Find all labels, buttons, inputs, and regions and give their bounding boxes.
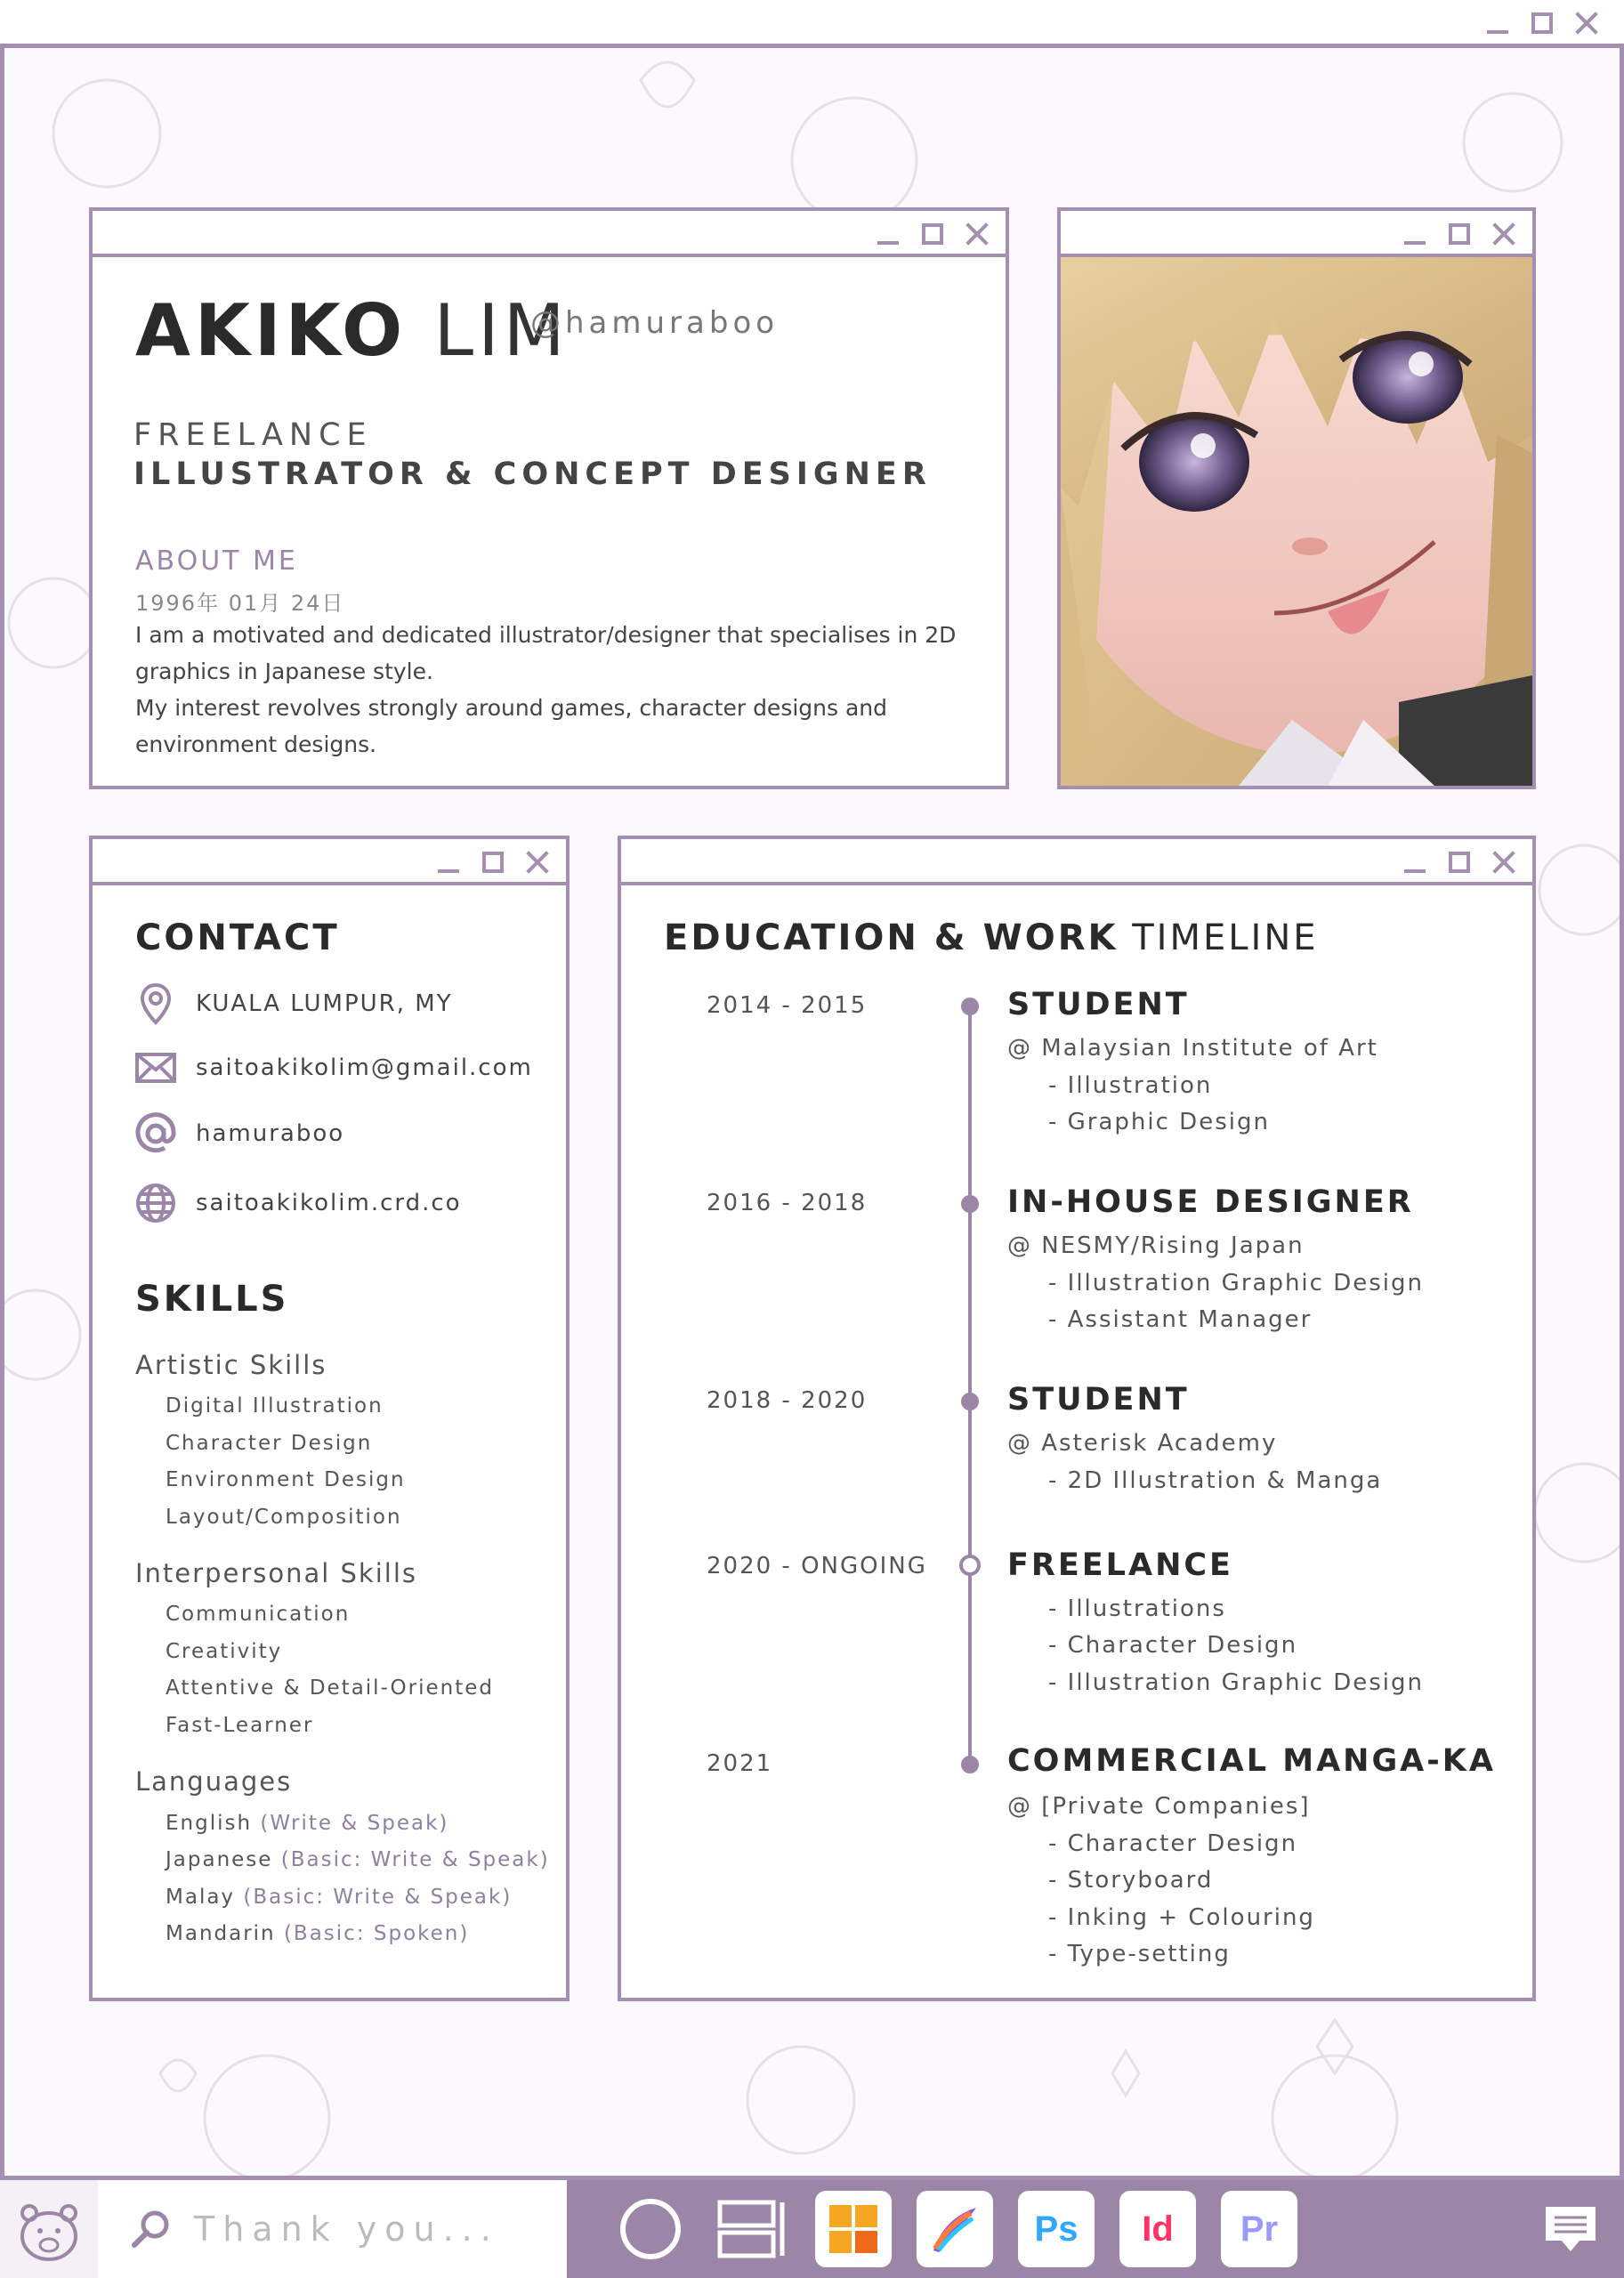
timeline-date: 2016 - 2018 bbox=[707, 1190, 868, 1216]
timeline-date: 2020 - ONGOING bbox=[707, 1553, 927, 1579]
date-of-birth: 1996年 01月 24日 bbox=[135, 591, 345, 616]
photoshop-label: Ps bbox=[1034, 2209, 1079, 2249]
timeline-item: - Assistant Manager bbox=[1048, 1306, 1313, 1333]
about-text bbox=[135, 617, 963, 763]
hamster-logo-icon bbox=[13, 2193, 85, 2265]
timeline-item: - Inking + Colouring bbox=[1048, 1904, 1315, 1931]
premiere-icon[interactable] bbox=[1221, 2191, 1297, 2267]
skill-item: Environment Design bbox=[166, 1468, 406, 1491]
timeline-item: - Character Design bbox=[1048, 1632, 1298, 1659]
taskbar-apps bbox=[612, 2190, 1297, 2268]
language-item bbox=[166, 1886, 512, 1909]
close-icon[interactable] bbox=[1491, 222, 1516, 246]
timeline-role: IN-HOUSE DESIGNER bbox=[1007, 1184, 1414, 1220]
contact-website-value[interactable]: saitoakikolim.crd.co bbox=[196, 1190, 462, 1216]
skills-heading: SKILLS bbox=[135, 1279, 289, 1320]
last-name: LIM bbox=[433, 289, 570, 372]
portrait-window-titlebar bbox=[1061, 211, 1532, 257]
timeline-title-light: TIMELINE bbox=[1132, 917, 1319, 958]
contact-website[interactable] bbox=[133, 1181, 462, 1225]
location-pin-icon bbox=[133, 981, 178, 1026]
contact-handle[interactable] bbox=[133, 1111, 344, 1156]
timeline-item: - Illustrations bbox=[1048, 1595, 1226, 1622]
timeline-role: STUDENT bbox=[1007, 1382, 1190, 1418]
timeline-date: 2014 - 2015 bbox=[707, 992, 868, 1019]
timeline-dot-current bbox=[959, 1555, 981, 1576]
about-heading: ABOUT ME bbox=[135, 545, 298, 577]
skill-item: Attentive & Detail-Oriented bbox=[166, 1676, 494, 1700]
timeline-item: - Illustration Graphic Design bbox=[1048, 1270, 1424, 1297]
minimize-icon[interactable] bbox=[1402, 222, 1427, 246]
role-freelance: FREELANCE bbox=[133, 417, 373, 453]
indesign-icon[interactable] bbox=[1119, 2191, 1196, 2267]
maximize-icon[interactable] bbox=[481, 850, 505, 875]
close-icon[interactable] bbox=[965, 222, 990, 246]
timeline-date: 2018 - 2020 bbox=[707, 1387, 868, 1414]
language-level: (Basic: Write & Speak) bbox=[280, 1848, 550, 1871]
language-level: (Basic: Write & Speak) bbox=[243, 1886, 513, 1909]
profile-window-titlebar bbox=[93, 211, 1006, 257]
maximize-icon[interactable] bbox=[1530, 11, 1555, 36]
language-name: Mandarin bbox=[166, 1922, 276, 1945]
language-item bbox=[166, 1812, 448, 1835]
contact-heading: CONTACT bbox=[135, 917, 340, 958]
interpersonal-skills-heading: Interpersonal Skills bbox=[135, 1558, 418, 1588]
main-window-titlebar bbox=[0, 0, 1624, 48]
about-paragraph-2: My interest revolves strongly around games, character designs and environment designs. bbox=[135, 695, 888, 757]
timeline-title bbox=[664, 917, 1319, 958]
mail-icon bbox=[133, 1046, 178, 1090]
full-name bbox=[135, 289, 570, 372]
timeline-org: @ [Private Companies] bbox=[1007, 1793, 1311, 1820]
search-placeholder: Thank you... bbox=[194, 2209, 499, 2249]
timeline-dot bbox=[961, 1756, 979, 1773]
taskbar bbox=[0, 2180, 1624, 2278]
globe-icon bbox=[133, 1181, 178, 1225]
task-view-icon[interactable] bbox=[714, 2191, 790, 2267]
timeline-dot bbox=[961, 998, 979, 1015]
portrait-illustration bbox=[1061, 257, 1532, 786]
timeline-item: - Storyboard bbox=[1048, 1867, 1214, 1894]
timeline-item: - Illustration Graphic Design bbox=[1048, 1669, 1424, 1696]
skill-item: Fast-Learner bbox=[166, 1714, 314, 1737]
office-icon[interactable] bbox=[815, 2191, 892, 2267]
timeline-window-titlebar bbox=[621, 839, 1532, 885]
timeline-item: - Graphic Design bbox=[1048, 1109, 1270, 1135]
portrait-window bbox=[1057, 207, 1536, 789]
language-name: Malay bbox=[166, 1886, 236, 1909]
language-level: (Basic: Spoken) bbox=[283, 1922, 470, 1945]
maximize-icon[interactable] bbox=[1447, 222, 1472, 246]
minimize-icon[interactable] bbox=[436, 850, 461, 875]
close-icon[interactable] bbox=[525, 850, 550, 875]
timeline-item: - Type-setting bbox=[1048, 1941, 1231, 1967]
profile-window bbox=[89, 207, 1009, 789]
taskbar-search[interactable] bbox=[98, 2180, 567, 2278]
timeline-window bbox=[618, 836, 1536, 2001]
timeline-dot bbox=[961, 1393, 979, 1410]
skill-item: Character Design bbox=[166, 1432, 373, 1455]
minimize-icon[interactable] bbox=[876, 222, 901, 246]
close-icon[interactable] bbox=[1574, 11, 1599, 36]
role-title: ILLUSTRATOR & CONCEPT DESIGNER bbox=[133, 456, 932, 492]
languages-heading: Languages bbox=[135, 1766, 293, 1797]
timeline-org: @ Asterisk Academy bbox=[1007, 1430, 1278, 1457]
maximize-icon[interactable] bbox=[1447, 850, 1472, 875]
contact-location-value: KUALA LUMPUR, MY bbox=[196, 990, 453, 1017]
premiere-label: Pr bbox=[1240, 2209, 1279, 2249]
language-item bbox=[166, 1922, 469, 1945]
contact-email-value[interactable]: saitoakikolim@gmail.com bbox=[196, 1054, 533, 1081]
timeline-title-bold: EDUCATION & WORK bbox=[664, 917, 1119, 958]
contact-location bbox=[133, 981, 453, 1026]
language-name: Japanese bbox=[166, 1848, 273, 1871]
timeline-org: @ NESMY/Rising Japan bbox=[1007, 1232, 1305, 1259]
circle-icon[interactable] bbox=[612, 2191, 689, 2267]
notification-icon[interactable] bbox=[1544, 2205, 1597, 2253]
timeline-dot bbox=[961, 1195, 979, 1213]
first-name: AKIKO bbox=[135, 289, 408, 372]
timeline-org: @ Malaysian Institute of Art bbox=[1007, 1035, 1378, 1062]
indesign-label: Id bbox=[1142, 2209, 1174, 2249]
search-icon bbox=[130, 2209, 171, 2250]
timeline-item: - Illustration bbox=[1048, 1072, 1213, 1099]
skill-item: Digital Illustration bbox=[166, 1394, 384, 1418]
photoshop-icon[interactable] bbox=[1018, 2191, 1095, 2267]
timeline-role: STUDENT bbox=[1007, 987, 1190, 1022]
contact-window-titlebar bbox=[93, 839, 566, 885]
contact-skills-window bbox=[89, 836, 570, 2001]
language-item bbox=[166, 1848, 550, 1871]
contact-handle-value[interactable]: hamuraboo bbox=[196, 1120, 345, 1147]
language-level: (Write & Speak) bbox=[260, 1812, 449, 1835]
skill-item: Layout/Composition bbox=[166, 1506, 402, 1529]
timeline-line bbox=[968, 1006, 972, 1768]
at-sign-icon bbox=[133, 1111, 178, 1156]
close-icon[interactable] bbox=[1491, 850, 1516, 875]
skill-item: Creativity bbox=[166, 1640, 283, 1663]
skill-item: Communication bbox=[166, 1603, 351, 1626]
procreate-icon[interactable] bbox=[917, 2191, 993, 2267]
timeline-date: 2021 bbox=[707, 1750, 773, 1777]
timeline-role: FREELANCE bbox=[1007, 1547, 1233, 1583]
social-handle: @hamuraboo bbox=[530, 305, 780, 341]
minimize-icon[interactable] bbox=[1402, 850, 1427, 875]
language-name: English bbox=[166, 1812, 253, 1835]
artistic-skills-heading: Artistic Skills bbox=[135, 1350, 327, 1380]
contact-email[interactable] bbox=[133, 1046, 533, 1090]
timeline-item: - Character Design bbox=[1048, 1830, 1298, 1857]
minimize-icon[interactable] bbox=[1485, 11, 1510, 36]
timeline-item: - 2D Illustration & Manga bbox=[1048, 1467, 1383, 1494]
about-paragraph-1: I am a motivated and dedicated illustrator/designer that specialises in 2D graphics in Japanese style. bbox=[135, 622, 957, 684]
timeline-role: COMMERCIAL MANGA-KA bbox=[1007, 1743, 1496, 1779]
start-button[interactable] bbox=[0, 2180, 98, 2278]
maximize-icon[interactable] bbox=[920, 222, 945, 246]
